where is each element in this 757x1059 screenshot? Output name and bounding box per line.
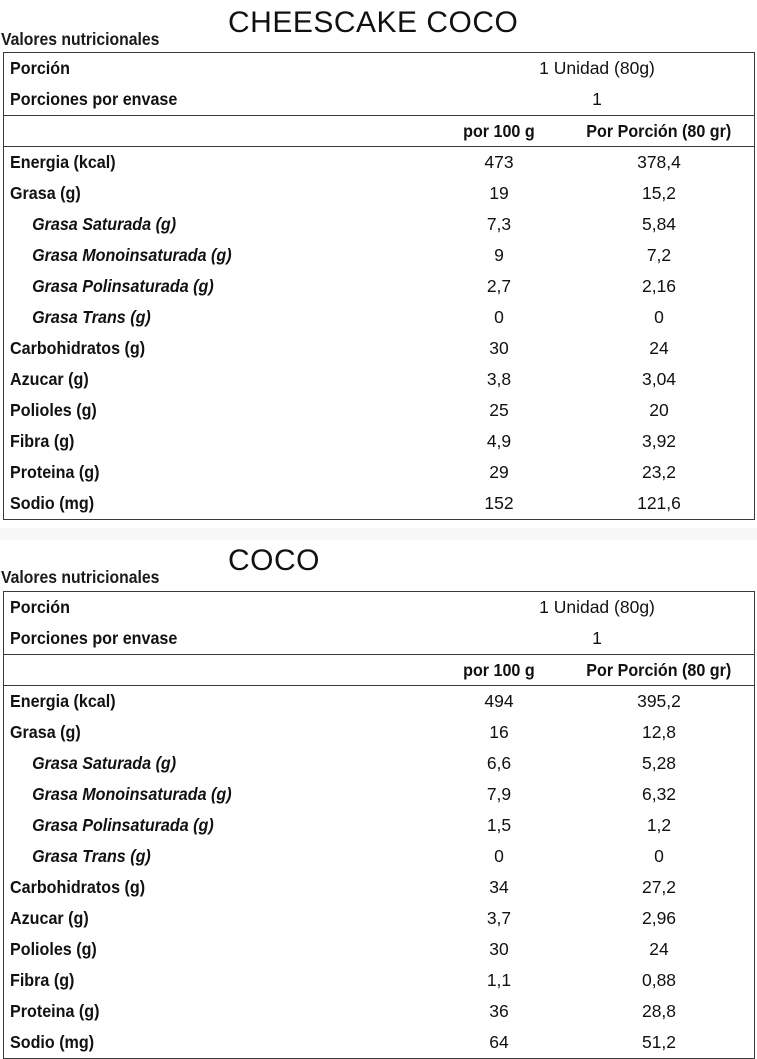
nutrient-value-portion: 5,28 bbox=[641, 753, 677, 773]
nutrient-name: Azucar (g) bbox=[10, 369, 89, 389]
section-label: Valores nutricionales bbox=[1, 567, 160, 587]
nutrient-value-100g: 30 bbox=[489, 939, 509, 959]
nutrition-table bbox=[3, 591, 755, 1059]
nutrient-row bbox=[4, 302, 755, 333]
nutrient-value-100g: 64 bbox=[489, 1032, 509, 1052]
nutrient-value-100g: 1,5 bbox=[486, 815, 512, 835]
nutrient-row bbox=[4, 903, 755, 934]
product-title: CHEESCAKE COCO bbox=[228, 6, 519, 39]
servings-row bbox=[4, 84, 755, 116]
column-header-row bbox=[4, 116, 755, 147]
nutrient-value-portion: 6,32 bbox=[641, 784, 677, 804]
servings-row bbox=[4, 623, 755, 655]
servings-value: 1 bbox=[592, 628, 602, 648]
nutrient-value-100g: 30 bbox=[489, 338, 509, 358]
nutrient-value-portion: 15,2 bbox=[641, 183, 677, 203]
nutrient-row bbox=[4, 717, 755, 748]
nutrient-row bbox=[4, 364, 755, 395]
nutrient-value-100g: 6,6 bbox=[486, 753, 512, 773]
nutrient-name: Grasa (g) bbox=[10, 183, 81, 203]
nutrient-value-100g: 9 bbox=[494, 245, 504, 265]
nutrient-name: Grasa Monoinsaturada (g) bbox=[32, 784, 232, 804]
nutrient-name: Grasa Polinsaturada (g) bbox=[32, 815, 214, 835]
column-header-portion: Por Porción (80 gr) bbox=[586, 120, 732, 141]
nutrient-value-portion: 7,2 bbox=[646, 245, 672, 265]
portion-value: 1 Unidad (80g) bbox=[539, 597, 655, 617]
nutrient-rows bbox=[4, 686, 755, 1059]
nutrient-row bbox=[4, 841, 755, 872]
column-header-portion: Por Porción (80 gr) bbox=[586, 659, 732, 680]
nutrient-value-100g: 0 bbox=[494, 846, 504, 866]
portion-value: 1 Unidad (80g) bbox=[539, 58, 655, 78]
nutrient-value-100g: 29 bbox=[489, 462, 509, 482]
nutrient-value-portion: 23,2 bbox=[641, 462, 677, 482]
nutrient-value-portion: 2,96 bbox=[641, 908, 677, 928]
nutrient-name: Energia (kcal) bbox=[10, 691, 116, 711]
nutrient-name: Carbohidratos (g) bbox=[10, 877, 146, 897]
product-title: COCO bbox=[228, 544, 320, 577]
nutrient-value-100g: 0 bbox=[494, 307, 504, 327]
nutrient-name: Fibra (g) bbox=[10, 970, 75, 990]
nutrient-value-portion: 28,8 bbox=[641, 1001, 677, 1021]
servings-label: Porciones por envase bbox=[10, 89, 178, 109]
nutrient-row bbox=[4, 934, 755, 965]
nutrient-value-100g: 34 bbox=[489, 877, 509, 897]
nutrient-value-portion: 3,92 bbox=[641, 431, 677, 451]
nutrient-row bbox=[4, 209, 755, 240]
nutrient-value-portion: 395,2 bbox=[564, 686, 755, 718]
nutrition-label-coco bbox=[0, 538, 757, 1055]
column-header-row bbox=[4, 655, 755, 686]
nutrient-row bbox=[4, 1027, 755, 1059]
nutrient-value-portion: 121,6 bbox=[637, 493, 681, 513]
nutrient-value-100g: 473 bbox=[434, 147, 564, 179]
nutrient-value-100g: 16 bbox=[489, 722, 509, 742]
nutrient-row bbox=[4, 271, 755, 302]
nutrient-row bbox=[4, 178, 755, 209]
section-label: Valores nutricionales bbox=[1, 29, 160, 49]
nutrient-name: Polioles (g) bbox=[10, 939, 97, 959]
servings-value: 1 bbox=[592, 89, 602, 109]
nutrient-row bbox=[4, 810, 755, 841]
nutrient-row bbox=[4, 748, 755, 779]
nutrient-value-100g: 3,8 bbox=[486, 369, 512, 389]
nutrition-table bbox=[3, 52, 755, 520]
nutrient-name: Polioles (g) bbox=[10, 400, 97, 420]
nutrient-name: Grasa Trans (g) bbox=[32, 307, 151, 327]
column-header-100g: por 100 g bbox=[463, 659, 535, 680]
nutrient-name: Grasa Polinsaturada (g) bbox=[32, 276, 214, 296]
nutrient-value-portion: 2,16 bbox=[641, 276, 677, 296]
nutrient-name: Grasa Saturada (g) bbox=[32, 753, 177, 773]
nutrient-name: Grasa Trans (g) bbox=[32, 846, 151, 866]
nutrient-value-100g: 19 bbox=[489, 183, 509, 203]
nutrient-value-portion: 1,2 bbox=[646, 815, 672, 835]
nutrient-value-100g: 1,1 bbox=[486, 970, 512, 990]
nutrient-name: Sodio (mg) bbox=[10, 493, 95, 513]
nutrient-name: Grasa (g) bbox=[10, 722, 81, 742]
nutrient-row bbox=[4, 426, 755, 457]
nutrient-name: Grasa Saturada (g) bbox=[32, 214, 177, 234]
portion-label: Porción bbox=[10, 58, 70, 78]
nutrient-row bbox=[4, 147, 755, 179]
nutrient-row bbox=[4, 686, 755, 718]
nutrient-value-portion: 24 bbox=[649, 338, 669, 358]
servings-label: Porciones por envase bbox=[10, 628, 178, 648]
nutrient-name: Sodio (mg) bbox=[10, 1032, 95, 1052]
nutrient-row bbox=[4, 240, 755, 271]
nutrient-value-100g: 25 bbox=[489, 400, 509, 420]
nutrient-row bbox=[4, 395, 755, 426]
nutrient-row bbox=[4, 488, 755, 520]
portion-label: Porción bbox=[10, 597, 70, 617]
nutrient-name: Proteina (g) bbox=[10, 462, 100, 482]
nutrient-value-portion: 5,84 bbox=[641, 214, 677, 234]
nutrient-value-100g: 7,9 bbox=[486, 784, 512, 804]
nutrient-name: Fibra (g) bbox=[10, 431, 75, 451]
portion-row bbox=[4, 592, 755, 624]
nutrient-name: Proteina (g) bbox=[10, 1001, 100, 1021]
nutrient-name: Energia (kcal) bbox=[10, 152, 116, 172]
nutrient-value-100g: 152 bbox=[484, 493, 514, 513]
nutrient-value-100g: 4,9 bbox=[486, 431, 512, 451]
nutrient-value-portion: 0,88 bbox=[641, 970, 677, 990]
nutrient-name: Grasa Monoinsaturada (g) bbox=[32, 245, 232, 265]
nutrient-name: Carbohidratos (g) bbox=[10, 338, 146, 358]
column-header-100g: por 100 g bbox=[463, 120, 535, 141]
nutrient-row bbox=[4, 872, 755, 903]
nutrient-value-portion: 24 bbox=[649, 939, 669, 959]
nutrient-row bbox=[4, 965, 755, 996]
nutrient-row bbox=[4, 333, 755, 364]
nutrient-value-100g: 3,7 bbox=[486, 908, 512, 928]
nutrient-name: Azucar (g) bbox=[10, 908, 89, 928]
nutrient-value-portion: 0 bbox=[654, 307, 664, 327]
nutrient-value-100g: 36 bbox=[489, 1001, 509, 1021]
nutrient-value-portion: 0 bbox=[654, 846, 664, 866]
nutrient-value-100g: 7,3 bbox=[486, 214, 512, 234]
nutrient-value-portion: 3,04 bbox=[641, 369, 677, 389]
portion-row bbox=[4, 53, 755, 85]
nutrient-value-portion: 27,2 bbox=[641, 877, 677, 897]
nutrient-value-portion: 20 bbox=[649, 400, 669, 420]
nutrient-value-portion: 51,2 bbox=[641, 1032, 677, 1052]
nutrient-row bbox=[4, 457, 755, 488]
nutrient-value-100g: 2,7 bbox=[486, 276, 512, 296]
nutrient-row bbox=[4, 779, 755, 810]
nutrient-value-100g: 494 bbox=[434, 686, 564, 718]
nutrient-value-portion: 378,4 bbox=[564, 147, 755, 179]
nutrient-rows bbox=[4, 147, 755, 520]
nutrient-value-portion: 12,8 bbox=[641, 722, 677, 742]
nutrient-row bbox=[4, 996, 755, 1027]
